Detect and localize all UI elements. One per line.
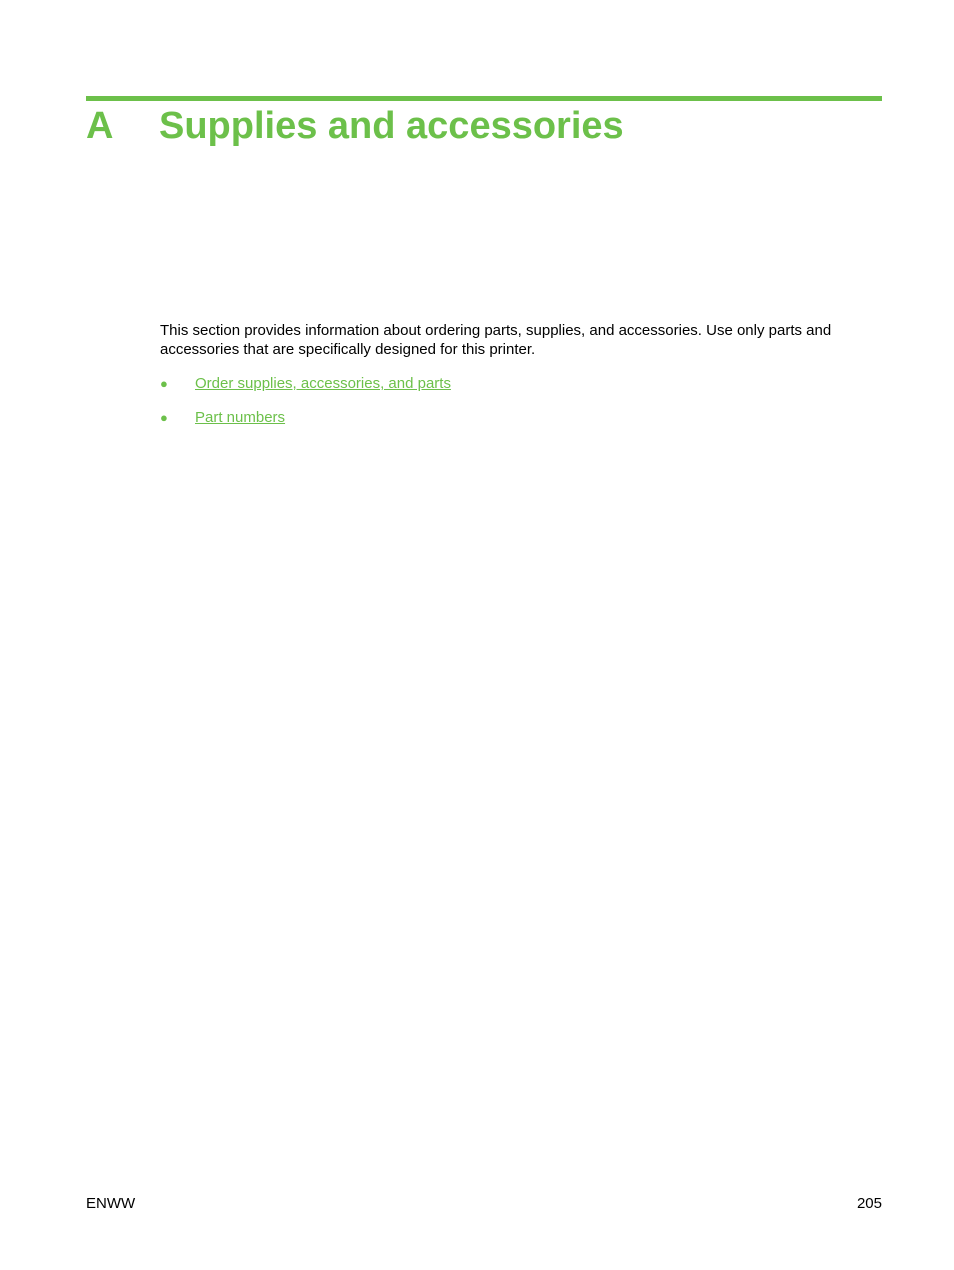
bullet-icon: ● xyxy=(160,376,168,391)
chapter-title: Supplies and accessories xyxy=(159,105,624,147)
intro-paragraph: This section provides information about ordering parts, supplies, and accessories. Use only parts and accessories that are specifically designed for this printer. xyxy=(160,322,832,358)
list-item xyxy=(160,374,451,393)
footer-label: ENWW xyxy=(86,1195,136,1212)
link-order-supplies[interactable]: Order supplies, accessories, and parts xyxy=(195,375,451,392)
section-link-list xyxy=(160,374,451,442)
list-item xyxy=(160,408,451,427)
chapter-letter: A xyxy=(86,105,114,147)
link-part-numbers[interactable]: Part numbers xyxy=(195,409,286,426)
page-number: 205 xyxy=(856,1195,882,1212)
bullet-icon: ● xyxy=(160,410,168,425)
chapter-rule xyxy=(86,96,882,101)
chapter-heading xyxy=(86,102,624,152)
